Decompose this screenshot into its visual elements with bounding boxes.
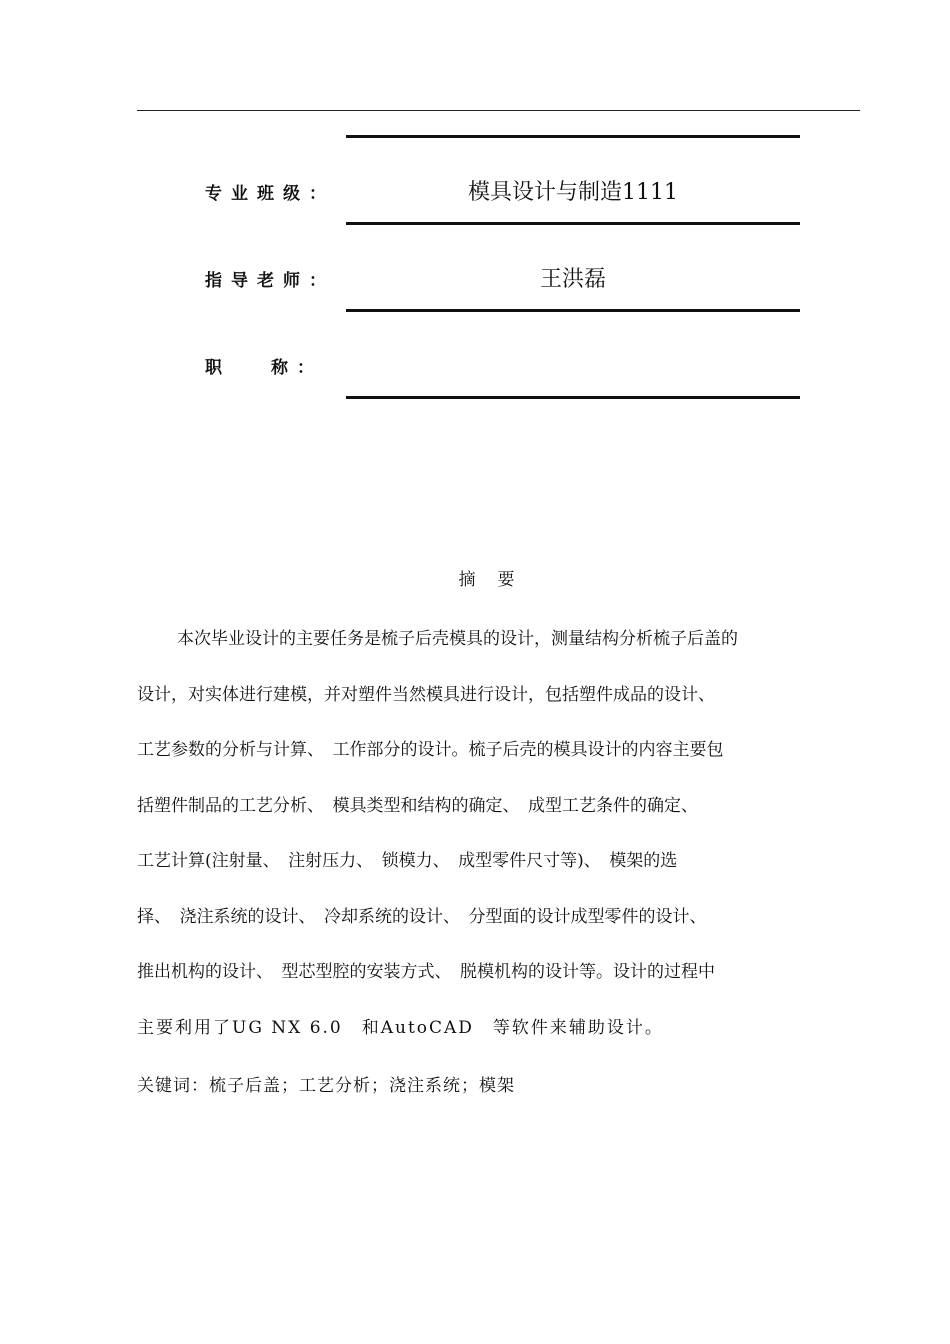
advisor-label: 指导老师： bbox=[205, 271, 335, 291]
abstract-line: 主要利用了UG NX 6.0 和AutoCAD 等软件来辅助设计。 bbox=[137, 1018, 664, 1038]
major-value: 模具设计与制造1111 bbox=[468, 180, 678, 205]
abstract-line: 括塑件制品的工艺分析、 模具类型和结构的确定、 成型工艺条件的确定、 bbox=[137, 796, 698, 816]
abstract-line: 本次毕业设计的主要任务是梳子后壳模具的设计，测量结构分析梳子后盖的 bbox=[177, 629, 738, 649]
major-label: 专业班级： bbox=[205, 184, 335, 204]
abstract-heading: 摘要 bbox=[458, 570, 537, 590]
abstract-line: 设计，对实体进行建模，并对塑件当然模具进行设计，包括塑件成品的设计、 bbox=[137, 685, 715, 705]
keywords: 关键词：梳子后盖；工艺分析；浇注系统；模架 bbox=[137, 1076, 515, 1096]
field-line-advisor bbox=[346, 309, 800, 312]
title-label-first: 职 bbox=[205, 358, 222, 378]
field-line-major bbox=[346, 222, 800, 225]
field-line-title bbox=[346, 396, 800, 399]
title-label-second: 称： bbox=[271, 358, 323, 378]
header-rule bbox=[137, 110, 860, 111]
abstract-line: 工艺参数的分析与计算、 工作部分的设计。梳子后壳的模具设计的内容主要包 bbox=[137, 740, 724, 760]
abstract-line: 择、 浇注系统的设计、 冷却系统的设计、 分型面的设计成型零件的设计、 bbox=[137, 907, 707, 927]
abstract-line: 工艺计算(注射量、 注射压力、 锁模力、 成型零件尺寸等)、 模架的选 bbox=[137, 851, 678, 871]
field-line-top bbox=[346, 135, 800, 138]
advisor-value: 王洪磊 bbox=[539, 267, 606, 292]
abstract-line: 推出机构的设计、 型芯型腔的安装方式、 脱模机构的设计等。设计的过程中 bbox=[137, 962, 715, 982]
title-label bbox=[205, 353, 323, 378]
